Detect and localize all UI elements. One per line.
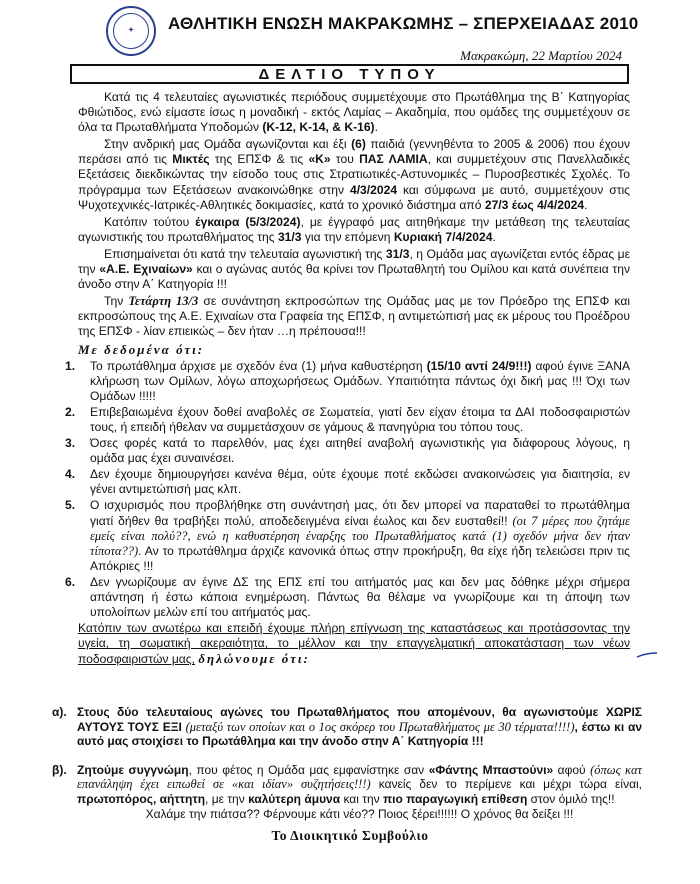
- organization-title: ΑΘΛΗΤΙΚΗ ΕΝΩΣΗ ΜΑΚΡΑΚΩΜΗΣ – ΣΠΕΡΧΕΙΑΔΑΣ 2010: [168, 14, 639, 33]
- declaration-a: α). Στους δύο τελευταίους αγώνες του Πρωταθλήματος που απομένουν, θα αγωνιστούμε ΧΩΡΙΣ ΑΥΤΟΥΣ ΤΟΥΣ ΕΞΙ (μεταξύ των οποίων και ο 1ος σκόρερ του Πρωταθλήματος με 30 τέρματα!!!!), έστω κι αν αυτό μας στοιχίσει το Πρωτάθλημα και την άνοδο στην Α΄ Κατηγορία !!!: [52, 705, 642, 749]
- paragraph-4: Επισημαίνεται ότι κατά την τελευταία αγωνιστική της 31/3, η Ομάδα μας αγωνίζεται εντός έδρας με την «Α.Ε. Εχιναίων» και ο αγώνας αυτός θα κρίνει τον Πρωταθλητή του Ομίλου και κατά συνέπεια την άνοδο στην Α΄ Κατηγορία !!!: [78, 246, 630, 292]
- paragraph-1: Κατά τις 4 τελευταίες αγωνιστικές περιόδους συμμετέχουμε στο Πρωτάθλημα της Β΄ Κατηγορίας Φθιώτιδος, ενώ είμαστε ίσως η μοναδική - εκτός Λαμίας – Ακαδημία, που ομάδες της συμμετέχουν σε όλα τα Πρωταθλήματα Υποδομών (Κ-12, Κ-14, & Κ-16).: [78, 90, 630, 135]
- seal-emblem-icon: ✦: [113, 13, 149, 49]
- dateline: Μακρακώμη, 22 Μαρτίου 2024: [460, 48, 622, 63]
- club-seal-logo: [106, 6, 156, 56]
- body-text: [65, 90, 631, 669]
- list-item: 3. Όσες φορές κατά το παρελθόν, μας έχει αιτηθεί αναβολή αγωνιστικής για διάφορους λόγους, η ομάδα μας έχει συναινέσει.: [65, 436, 630, 466]
- closing-remark: Χαλάμε την πιάτσα?? Φέρνουμε κάτι νέο?? Ποιος ξέρει!!!!!! Ο χρόνος θα δείξει !!!: [145, 806, 574, 821]
- declaration-b: β). Ζητούμε συγγνώμη, που φέτος η Ομάδα μας εμφανίστηκε σαν «Φάντης Μπαστούνι» αφού (όπως κατ επανάληψη έχει ειπωθεί σε «και ιδίαν» συζητήσεις!!!) κανείς δεν το περίμενε και μέχρι τώρα είναι, πρωτοπόρος, αήττητη, με την καλύτερη άμυνα και την πιο παραγωγική επίθεση στον όμιλό της!! Χαλάμε την πιάτσα?? Φέρνουμε κάτι νέο?? Ποιος ξέρει!!!!!! Ο χρόνος θα δείξει !!!: [52, 762, 643, 821]
- list-item: 5. Ο ισχυρισμός που προβλήθηκε στη συνάντησή μας, ότι δεν μπορεί να παραταθεί το πρωτάθλημα γιατί δήθεν θα τραβήξει πολύ, αποδεδειγμένα είναι έωλος και δεν ευσταθεί!! (οι 7 μέρες που ζητάμε εμείς είναι πολύ??, ενώ η καθυστέρηση έναρξης του Πρωταθλήματος κατά (1) σχεδόν μήνα δεν ήταν τίποτα??). Αν το πρωτάθλημα άρχιζε κανονικά όπως στην προκήρυξη, θα είχε ήδη τελειώσει πριν τις Απόκριες !!!: [65, 498, 630, 573]
- list-item: 2. Επιβεβαιωμένα έχουν δοθεί αναβολές σε Σωματεία, γιατί δεν είχαν έτοιμα τα ΔΑΙ ποδοσφαιριστών τους, ή επειδή ήθελαν να συμμετάσχουν σε γάμους & πανηγύρια του τόπου τους.: [65, 404, 630, 434]
- given-that-heading: Με δεδομένα ότι:: [78, 341, 205, 357]
- numbered-points: [65, 358, 631, 621]
- declare-heading: δηλώνουμε ότι:: [198, 651, 310, 667]
- paragraph-5: Την Τετάρτη 13/3 σε συνάντηση εκπροσώπων της Ομάδας μας με τον Πρόεδρο της ΕΠΣΦ και εκπροσώπους της Α.Ε. Εχιναίων στα Γραφεία της ΕΠΣΦ, η αντιμετώπισή μας εκ μέρους του Προέδρου της ΕΠΣΦ - λίαν επιεικώς – δεν ήταν …η πρέπουσα!!!: [78, 294, 631, 339]
- list-item: 6. Δεν γνωρίζουμε αν έγινε ΔΣ της ΕΠΣ επί του αιτήματός μας και δεν μας δόθηκε μέχρι σήμερα απάντηση ή έστω κάποια ενημέρωση. Πάντως θα θέλαμε να γνωρίζουμε και τη άποψη των υπολοίπων μελών επί του αιτήματός μας.: [65, 574, 630, 620]
- paragraph-2: Στην ανδρική μας Ομάδα αγωνίζονται και έξι (6) παιδιά (γεννηθέντα το 2005 & 2006) που έχουν περάσει από τις Μικτές της ΕΠΣΦ & τις «Κ» του ΠΑΣ ΛΑΜΙΑ, και συμμετέχουν στις Πανελλαδικές Εξετάσεις διεκδικώντας την είσοδο τους στις Στρατιωτικές-Αστυνομικές – Πυροσβεστικές Σχολές. Το πρόγραμμα των Εξετάσεων ανακοινώθηκε στην 4/3/2024 και σύμφωνα με αυτό, συμμετέχουν στις Ψυχοτεχνικές-Ιατρικές-Αθλητικές δοκιμασίες, κατά το χρονικό διάστημα από 27/3 έως 4/4/2024.: [78, 137, 630, 212]
- declarations: [52, 705, 642, 835]
- signature-line: Το Διοικητικό Συμβούλιο: [271, 828, 429, 843]
- conclusion-paragraph: Κατόπιν των ανωτέρω και επειδή έχουμε πλήρη επίγνωση της καταστάσεως και προτάσσοντας την υγεία, τη σωματική ακεραιότητα, το μέλλον και την επαγγελματική αποκατάσταση των νέων ποδοσφαιριστών μας, δηλώνουμε ότι:: [78, 621, 630, 667]
- list-item: 4. Δεν έχουμε δημιουργήσει κανένα θέμα, ούτε έχουμε ποτέ εκδώσει ανακοινώσεις για διαιτησία, εν γένει αντιμετώπισή μας κλπ.: [65, 467, 630, 497]
- list-item: 1. Το πρωτάθλημα άρχισε με σχεδόν ένα (1) μήνα καθυστέρηση (15/10 αντί 24/9!!!) αφού έγινε ΞΑΝΑ κλήρωση των Ομίλων, λόγω αποχωρήσεως Ομάδων. Υπαιτιότητα πάντως όχι δική μας !!! Όχι των Ομάδων !!!!!: [65, 358, 631, 403]
- pen-stroke-mark: [636, 652, 658, 658]
- paragraph-3: Κατόπιν τούτου έγκαιρα (5/3/2024), με έγγραφό μας αιτηθήκαμε την μετάθεση της τελευταίας αγωνιστικής του πρωταθλήματος της 31/3 για την επόμενη Κυριακή 7/4/2024.: [78, 214, 631, 244]
- document-type-heading: ΔΕΛΤΙΟ ΤΥΠΟΥ: [70, 64, 629, 84]
